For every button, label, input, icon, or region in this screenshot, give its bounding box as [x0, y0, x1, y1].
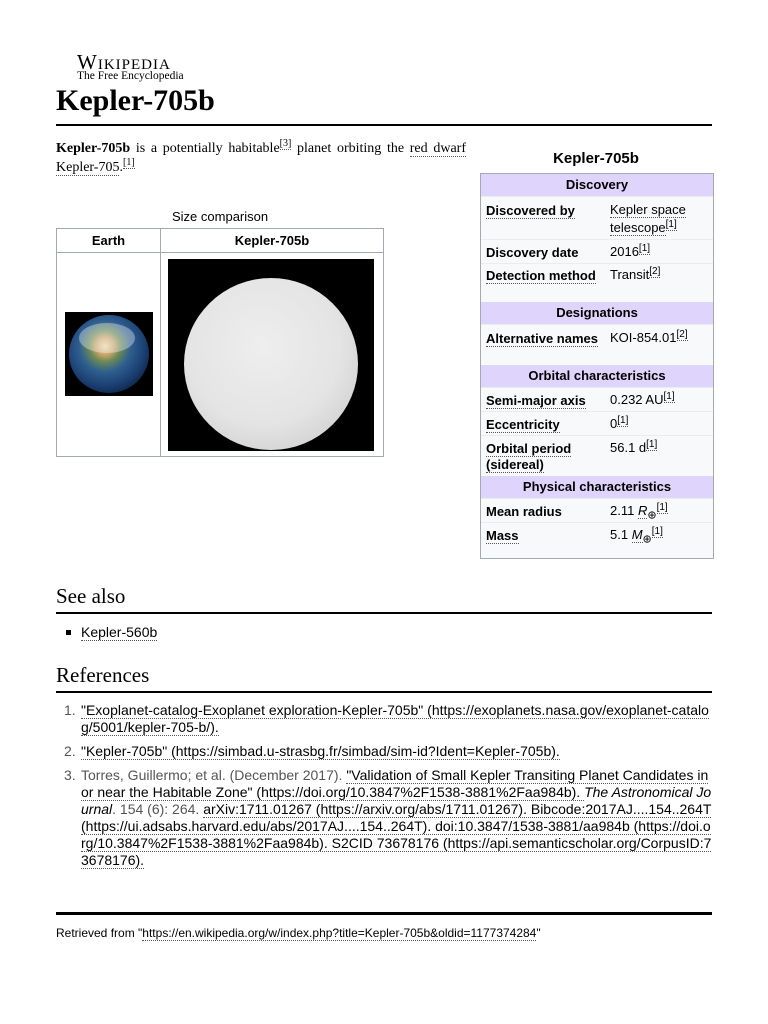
citation-1[interactable]: [1] [122, 157, 135, 169]
discovery-date-label: Discovery date [486, 245, 579, 260]
infobox-section-designations: Designations [481, 302, 713, 324]
intro-text-d: . [119, 160, 123, 175]
alternative-names-ref[interactable]: [2] [676, 328, 688, 340]
planet-sphere [184, 278, 358, 450]
footer-divider [56, 912, 712, 915]
reference-2-link[interactable]: "Kepler-705b" (https://simbad.u-strasbg.fr/simbad/sim-id?Ident=Kepler-705b). [81, 743, 560, 759]
infobox-row-semi-major-axis [481, 387, 713, 411]
infobox-title: Kepler-705b [553, 150, 639, 167]
earth-cloud-highlight [79, 323, 135, 353]
discovered-by-label[interactable]: Discovered by [486, 203, 575, 218]
alternative-names-value: KOI-854.01 [610, 330, 677, 345]
reference-1 [56, 702, 712, 736]
intro-text-b: planet orbiting the [291, 141, 410, 156]
bullet-icon [66, 630, 71, 635]
size-comparison-table [56, 228, 384, 457]
retrieved-url-link[interactable]: https://en.wikipedia.org/w/index.php?title=Kepler-705b&oldid=1177374284 [142, 926, 537, 940]
earth-symbol: ⊕ [647, 509, 657, 522]
reference-3-volume: . 154 (6): 264. [112, 801, 204, 817]
size-comparison-caption: Size comparison [172, 209, 269, 224]
mass-label[interactable]: Mass [486, 528, 519, 543]
infobox-section-discovery: Discovery [481, 174, 713, 196]
mean-radius-label: Mean radius [486, 504, 562, 519]
reference-3-journal: The Astronomical Journal [81, 784, 712, 817]
intro-subject: Kepler-705b [56, 141, 131, 156]
earth-globe [69, 315, 149, 393]
semi-major-axis-label[interactable]: Semi-major axis [486, 393, 586, 408]
semi-major-axis-value: 0.232 AU [610, 392, 664, 407]
column-divider [160, 229, 161, 456]
mean-radius-value: 2.11 [610, 503, 638, 518]
retrieved-from [56, 926, 541, 940]
kepler-705b-image[interactable] [168, 259, 374, 451]
infobox-row-detection-method [481, 263, 713, 302]
planet-column-header: Kepler-705b [161, 229, 383, 253]
red-dwarf-link[interactable]: red dwarf [409, 141, 466, 156]
intro-paragraph [56, 139, 466, 177]
eccentricity-value: 0 [610, 416, 618, 431]
mass-ref[interactable]: [1] [651, 525, 663, 537]
orbital-period-ref[interactable]: [1] [646, 438, 658, 450]
detection-method-value: Transit [610, 267, 650, 282]
list-item [66, 624, 157, 640]
see-also-divider [56, 612, 712, 614]
wikipedia-wordmark: Wikipedia [77, 50, 171, 74]
infobox [480, 173, 714, 559]
reference-number: 3. [64, 767, 76, 783]
infobox-section-orbital: Orbital characteristics [481, 365, 713, 387]
references-list [56, 702, 712, 876]
citation-3[interactable]: [3] [279, 138, 292, 150]
retrieved-prefix: Retrieved from " [56, 926, 143, 940]
orbital-period-value: 56.1 d [610, 440, 647, 455]
reference-3 [56, 767, 712, 869]
reference-3-authors: Torres, Guillermo; et al. (December 2017). [81, 767, 347, 783]
mean-radius-ref[interactable]: [1] [656, 501, 668, 513]
title-divider [56, 124, 712, 126]
earth-symbol: ⊕ [642, 533, 652, 546]
intro-text-a: is a potentially habitable [130, 141, 280, 156]
earth-column-header: Earth [57, 229, 160, 253]
infobox-row-alternative-names [481, 324, 713, 365]
references-heading: References [56, 663, 150, 687]
reference-3-title-link[interactable]: "Validation of Small Kepler Transiting Planet Candidates in or near the Habitable Zone" (https://doi.org/10.3847%2F1538-3881%2Faa984b). [81, 767, 709, 800]
mass-value: 5.1 [610, 527, 632, 542]
infobox-row-mean-radius [481, 498, 713, 522]
page-title: Kepler-705b [56, 84, 215, 117]
earth-image[interactable] [65, 312, 153, 396]
discovered-by-value[interactable]: Kepler space telescope [610, 202, 686, 235]
reference-1-link[interactable]: "Exoplanet-catalog-Exoplanet exploration-Kepler-705b" (https://exoplanets.nasa.gov/exoplanet-catalog/5001/kepler-705-b/). [81, 702, 709, 735]
kepler-560b-link[interactable]: Kepler-560b [81, 624, 158, 640]
reference-2 [56, 743, 712, 760]
alternative-names-label[interactable]: Alternative names [486, 331, 598, 346]
infobox-row-discovery-date [481, 239, 713, 263]
see-also-list [66, 624, 157, 640]
infobox-row-eccentricity [481, 411, 713, 435]
discovered-by-ref[interactable]: [1] [665, 218, 677, 230]
retrieved-suffix: " [536, 926, 541, 940]
reference-number: 2. [64, 743, 76, 759]
discovery-date-value: 2016 [610, 244, 639, 259]
eccentricity-ref[interactable]: [1] [617, 414, 629, 426]
semi-major-axis-ref[interactable]: [1] [663, 390, 675, 402]
earth-mass-unit[interactable]: M [631, 527, 643, 542]
earth-radius-unit[interactable]: R [637, 503, 648, 518]
wikipedia-tagline: The Free Encyclopedia [77, 70, 184, 82]
orbital-period-label[interactable]: Orbital period (sidereal) [486, 441, 572, 472]
kepler-705-link[interactable]: Kepler-705 [56, 160, 120, 175]
detection-method-label[interactable]: Detection method [486, 268, 596, 283]
references-divider [56, 691, 712, 693]
discovery-date-ref[interactable]: [1] [638, 242, 651, 254]
eccentricity-label[interactable]: Eccentricity [486, 417, 560, 432]
infobox-row-orbital-period [481, 435, 713, 476]
see-also-heading: See also [56, 584, 126, 608]
reference-number: 1. [64, 702, 76, 718]
reference-3-identifiers[interactable]: arXiv:1711.01267 (https://arxiv.org/abs/1711.01267). Bibcode:2017AJ....154..264T (https://ui.adsabs.harvard.edu/abs/2017AJ....154..264T). doi:10.3847/1538-3881/aa984b (https://doi.org/10.3847%2F1538-3881%2Faa984b). S2CID 73678176 (https://api.semanticscholar.org/CorpusID:73678176). [81, 801, 712, 868]
detection-method-ref[interactable]: [2] [649, 265, 661, 277]
infobox-row-mass [481, 522, 713, 546]
infobox-section-physical: Physical characteristics [481, 476, 713, 498]
infobox-row-discovered-by [481, 196, 713, 239]
